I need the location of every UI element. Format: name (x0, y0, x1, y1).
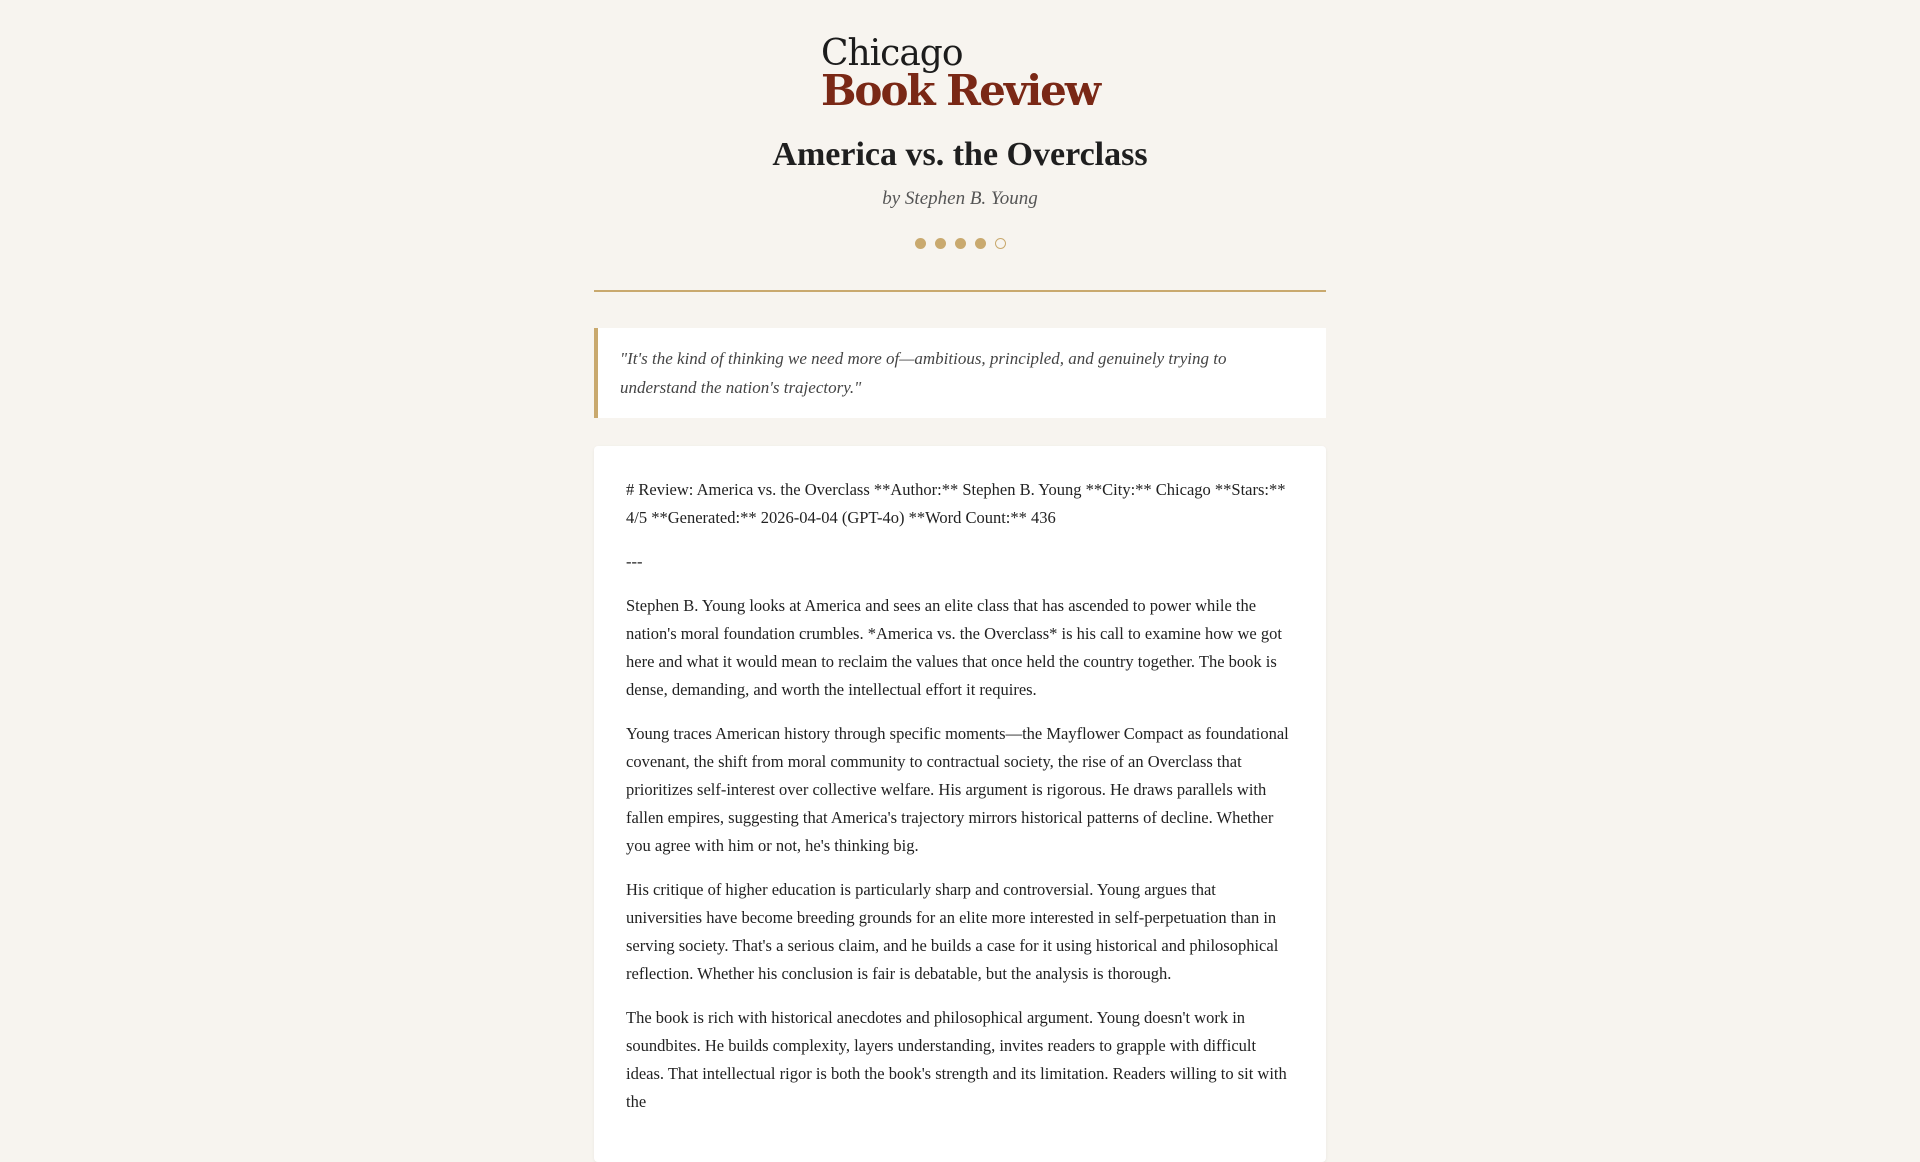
logo-line-2: Book Review (820, 66, 1100, 115)
pull-quote: "It's the kind of thinking we need more of—ambitious, principled, and genuinely trying to understand the nation's trajectory." (594, 328, 1326, 418)
rating-dot-filled-icon (935, 238, 946, 249)
review-paragraph: The book is rich with historical anecdotes and philosophical argument. Young doesn't work in soundbites. He builds complexity, layers understanding, invites readers to grapple with difficult ideas. That intellectual rigor is both the book's strength and its limitation. Readers willing to sit with the (626, 1008, 1287, 1111)
rating-dot-filled-icon (915, 238, 926, 249)
rating-dot-filled-icon (975, 238, 986, 249)
review-body (594, 446, 1326, 1162)
review-paragraph: Young traces American history through specific moments—the Mayflower Compact as foundational covenant, the shift from moral community to contractual society, the rise of an Overclass that prioritizes self-interest over collective welfare. His argument is rigorous. He draws parallels with fallen empires, suggesting that America's trajectory mirrors historical patterns of decline. Whether you agree with him or not, he's thinking big. (626, 724, 1289, 855)
review-paragraph: Stephen B. Young looks at America and sees an elite class that has ascended to power while the nation's moral foundation crumbles. *America vs. the Overclass* is his call to examine how we got here and what it would mean to reclaim the values that once held the country together. The book is dense, demanding, and worth the intellectual effort it requires. (626, 596, 1282, 699)
review-paragraph: --- (626, 552, 643, 571)
rating-dot-empty-icon (995, 238, 1006, 249)
rating-dot-filled-icon (955, 238, 966, 249)
star-rating (594, 238, 1326, 250)
logo-line-1: Chicago (820, 33, 963, 74)
book-author: by Stephen B. Young (882, 188, 1038, 209)
book-title: America vs. the Overclass (772, 136, 1148, 173)
review-paragraph: His critique of higher education is particularly sharp and controversial. Young argues that universities have become breeding grounds for an elite more interested in self-perpetuation than in serving society. That's a serious claim, and he builds a case for it using historical and philosophical reflection. Whether his conclusion is fair is debatable, but the analysis is thorough. (626, 880, 1279, 983)
page (594, 0, 1326, 1162)
review-paragraph: # Review: America vs. the Overclass **Author:** Stephen B. Young **City:** Chicago **Stars:** 4/5 **Generated:** 2026-04-04 (GPT-4o) **Word Count:** 436 (626, 480, 1286, 527)
site-logo[interactable] (594, 0, 1326, 115)
divider (594, 290, 1326, 292)
header (594, 0, 1326, 250)
